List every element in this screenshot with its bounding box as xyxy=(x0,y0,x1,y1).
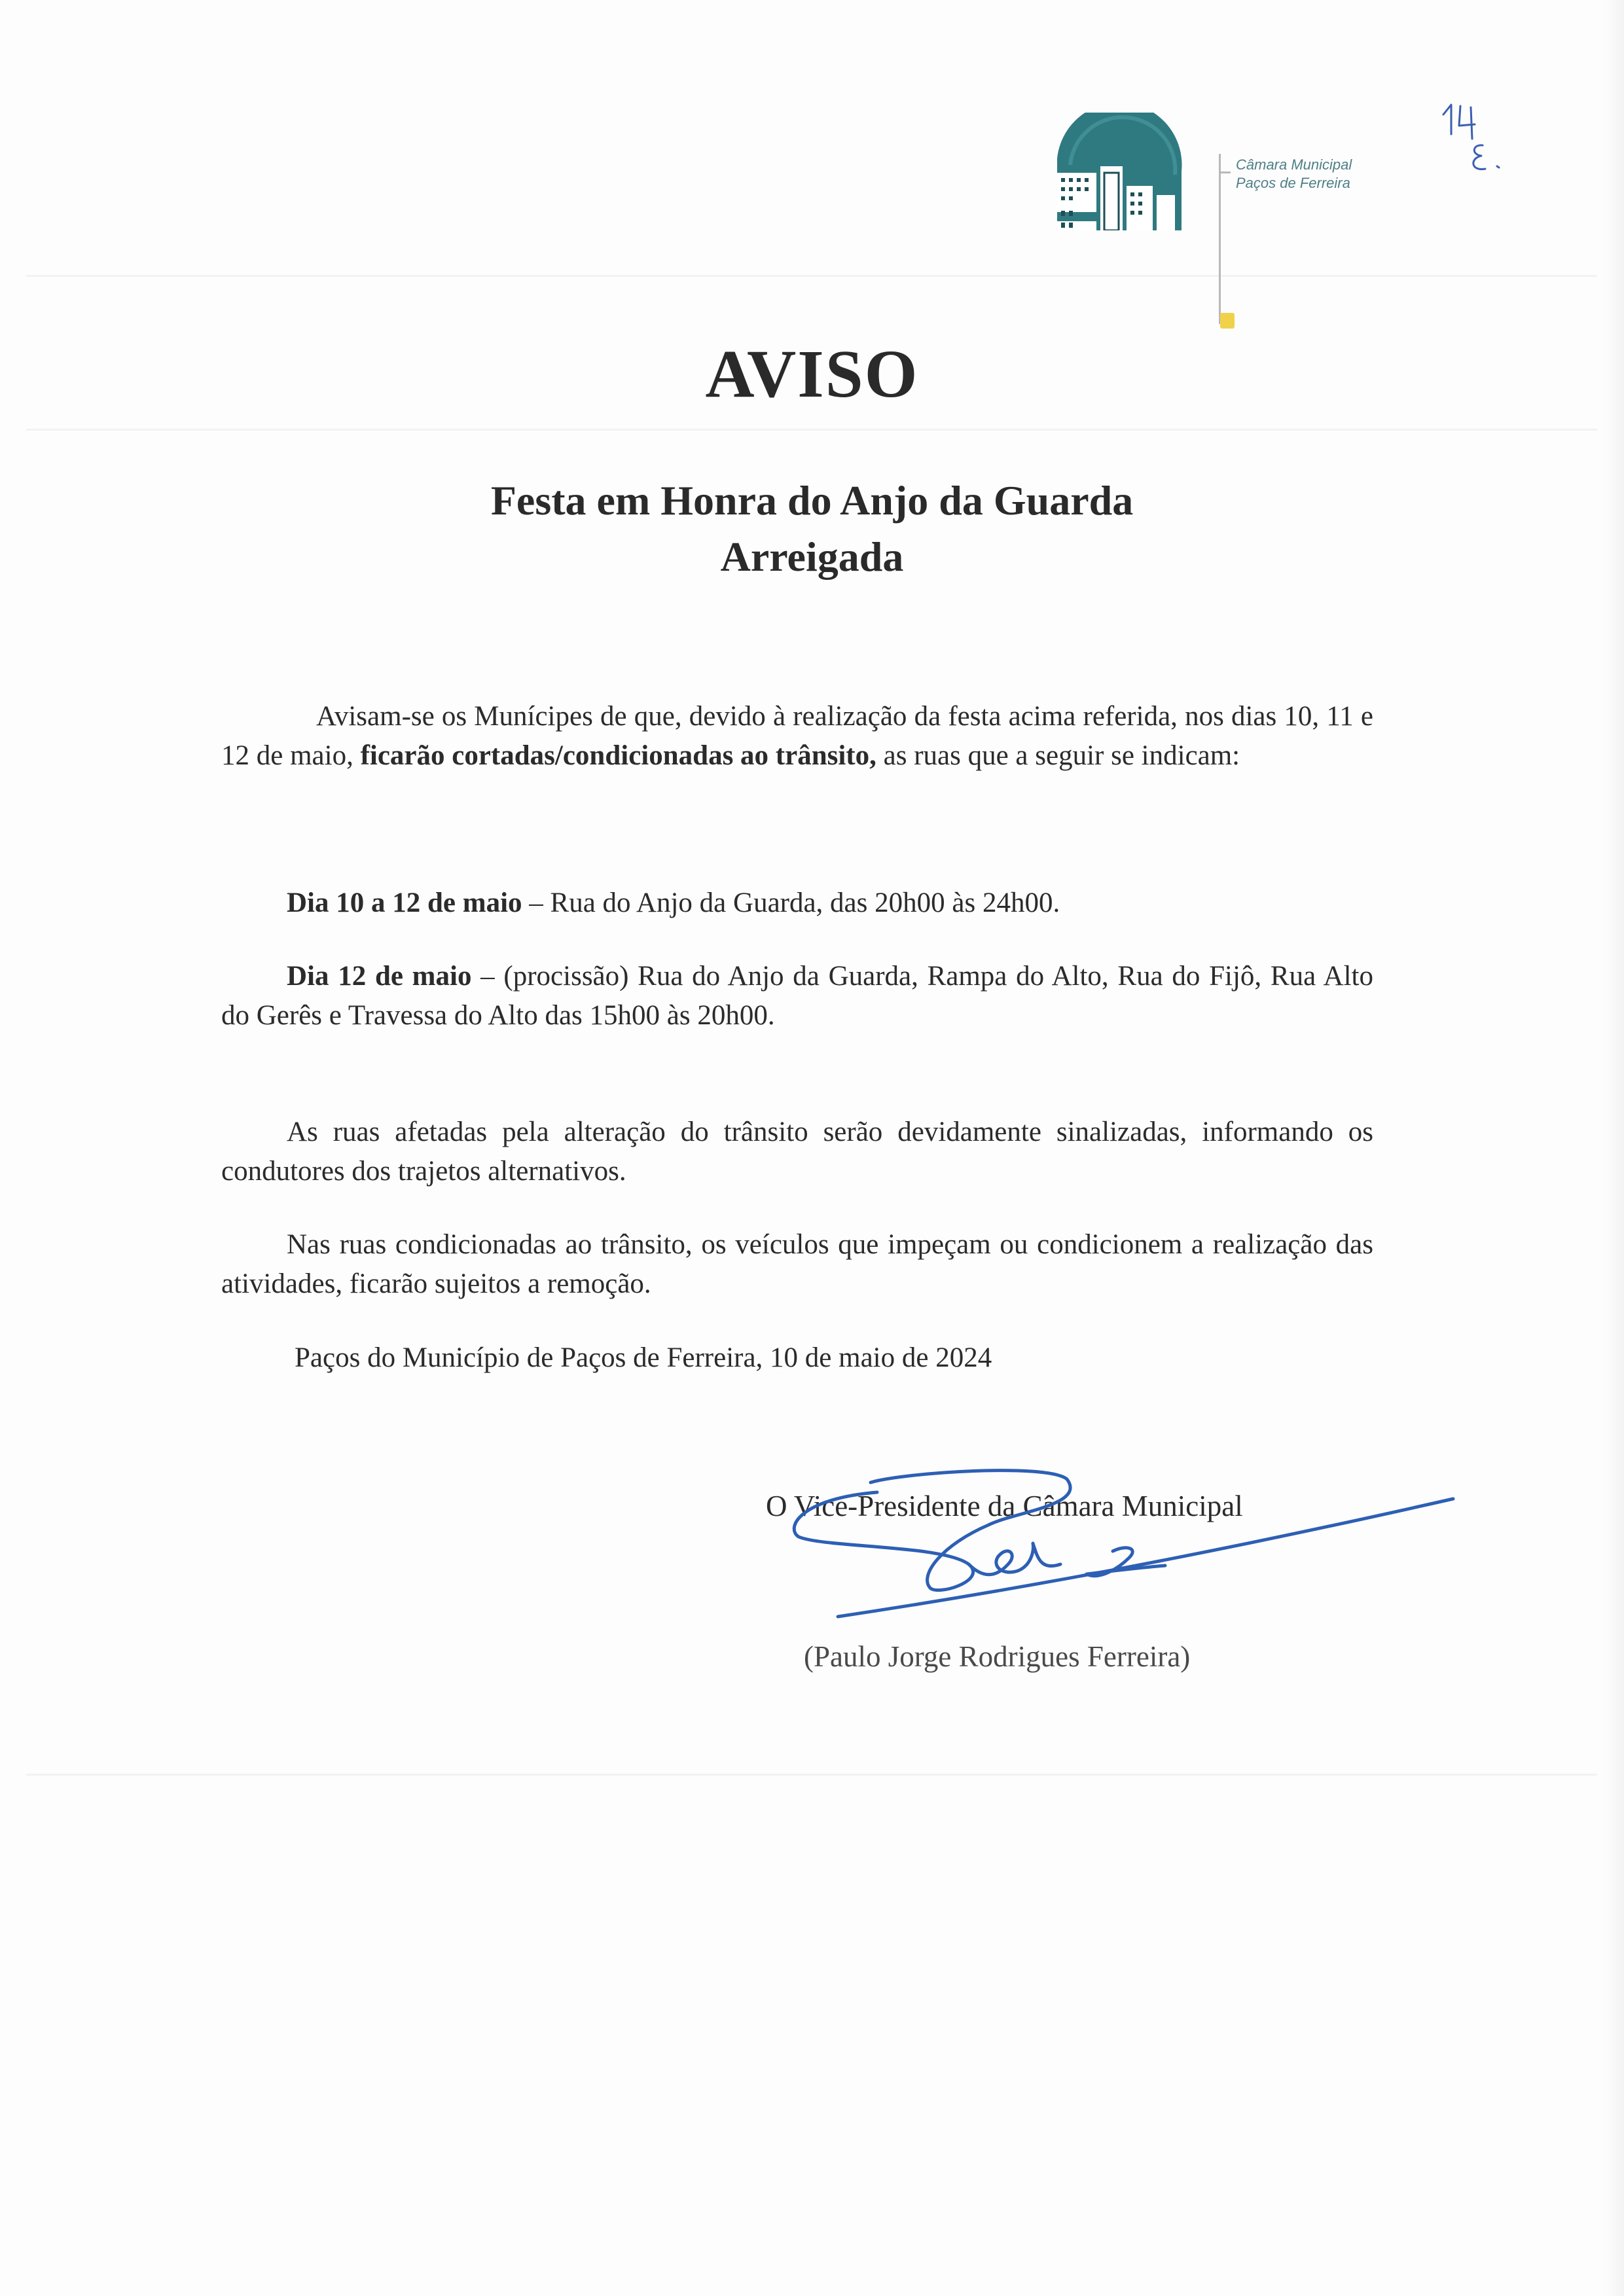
day1-paragraph xyxy=(221,884,1373,923)
organization-name xyxy=(1236,156,1352,192)
notice-title: AVISO xyxy=(705,336,919,412)
yellow-marker xyxy=(1220,313,1235,329)
place-date: Paços do Município de Paços de Ferreira, 10 de maio de 2024 xyxy=(295,1342,992,1373)
logo-divider xyxy=(1219,154,1221,324)
logo-divider-tick xyxy=(1219,171,1231,173)
day2-paragraph xyxy=(221,957,1373,1035)
day2-label: Dia 12 de maio xyxy=(287,961,472,992)
day2-text: – (procissão) Rua do Anjo da Guarda, Rampa do Alto, Rua do Fijô, Rua Alto do Gerês e Travessa do Alto das 15h00 às 20h00. xyxy=(221,961,1373,1031)
notice-subtitle xyxy=(0,473,1624,585)
org-name-line2: Paços de Ferreira xyxy=(1236,175,1350,191)
signatory-role: O Vice-Presidente da Câmara Municipal xyxy=(766,1490,1243,1522)
intro-text-end: as ruas que a seguir se indicam: xyxy=(876,740,1240,771)
signatory-name: (Paulo Jorge Rodrigues Ferreira) xyxy=(804,1640,1191,1673)
org-name-line1: Câmara Municipal xyxy=(1236,156,1352,173)
signs-paragraph: As ruas afetadas pela alteração do trânsito serão devidamente sinalizadas, informando os condutores dos trajetos alternativos. xyxy=(221,1117,1373,1187)
handwritten-signature xyxy=(772,1466,1466,1662)
intro-paragraph xyxy=(221,697,1373,776)
day1-text: – Rua do Anjo da Guarda, das 20h00 às 24h00. xyxy=(522,888,1060,918)
handwritten-note xyxy=(1437,98,1528,183)
intro-bold-text: ficarão cortadas/condicionadas ao trânsito, xyxy=(360,740,876,771)
scan-artifact-line xyxy=(26,275,1597,277)
intro-text: Avisam-se os Munícipes de que, devido à realização da festa acima referida, nos dias 10, 11 e 12 de maio, xyxy=(221,701,1373,771)
day1-label: Dia 10 a 12 de maio xyxy=(287,888,522,918)
subtitle-line1: Festa em Honra do Anjo da Guarda xyxy=(490,477,1134,524)
scan-artifact-line xyxy=(26,1774,1597,1776)
scan-artifact-line xyxy=(26,429,1597,431)
vehicles-paragraph: Nas ruas condicionadas ao trânsito, os veículos que impeçam ou condicionem a realização das atividades, ficarão sujeitos a remoção. xyxy=(221,1229,1373,1299)
subtitle-line2: Arreigada xyxy=(720,533,904,580)
municipality-logo xyxy=(1044,113,1188,230)
